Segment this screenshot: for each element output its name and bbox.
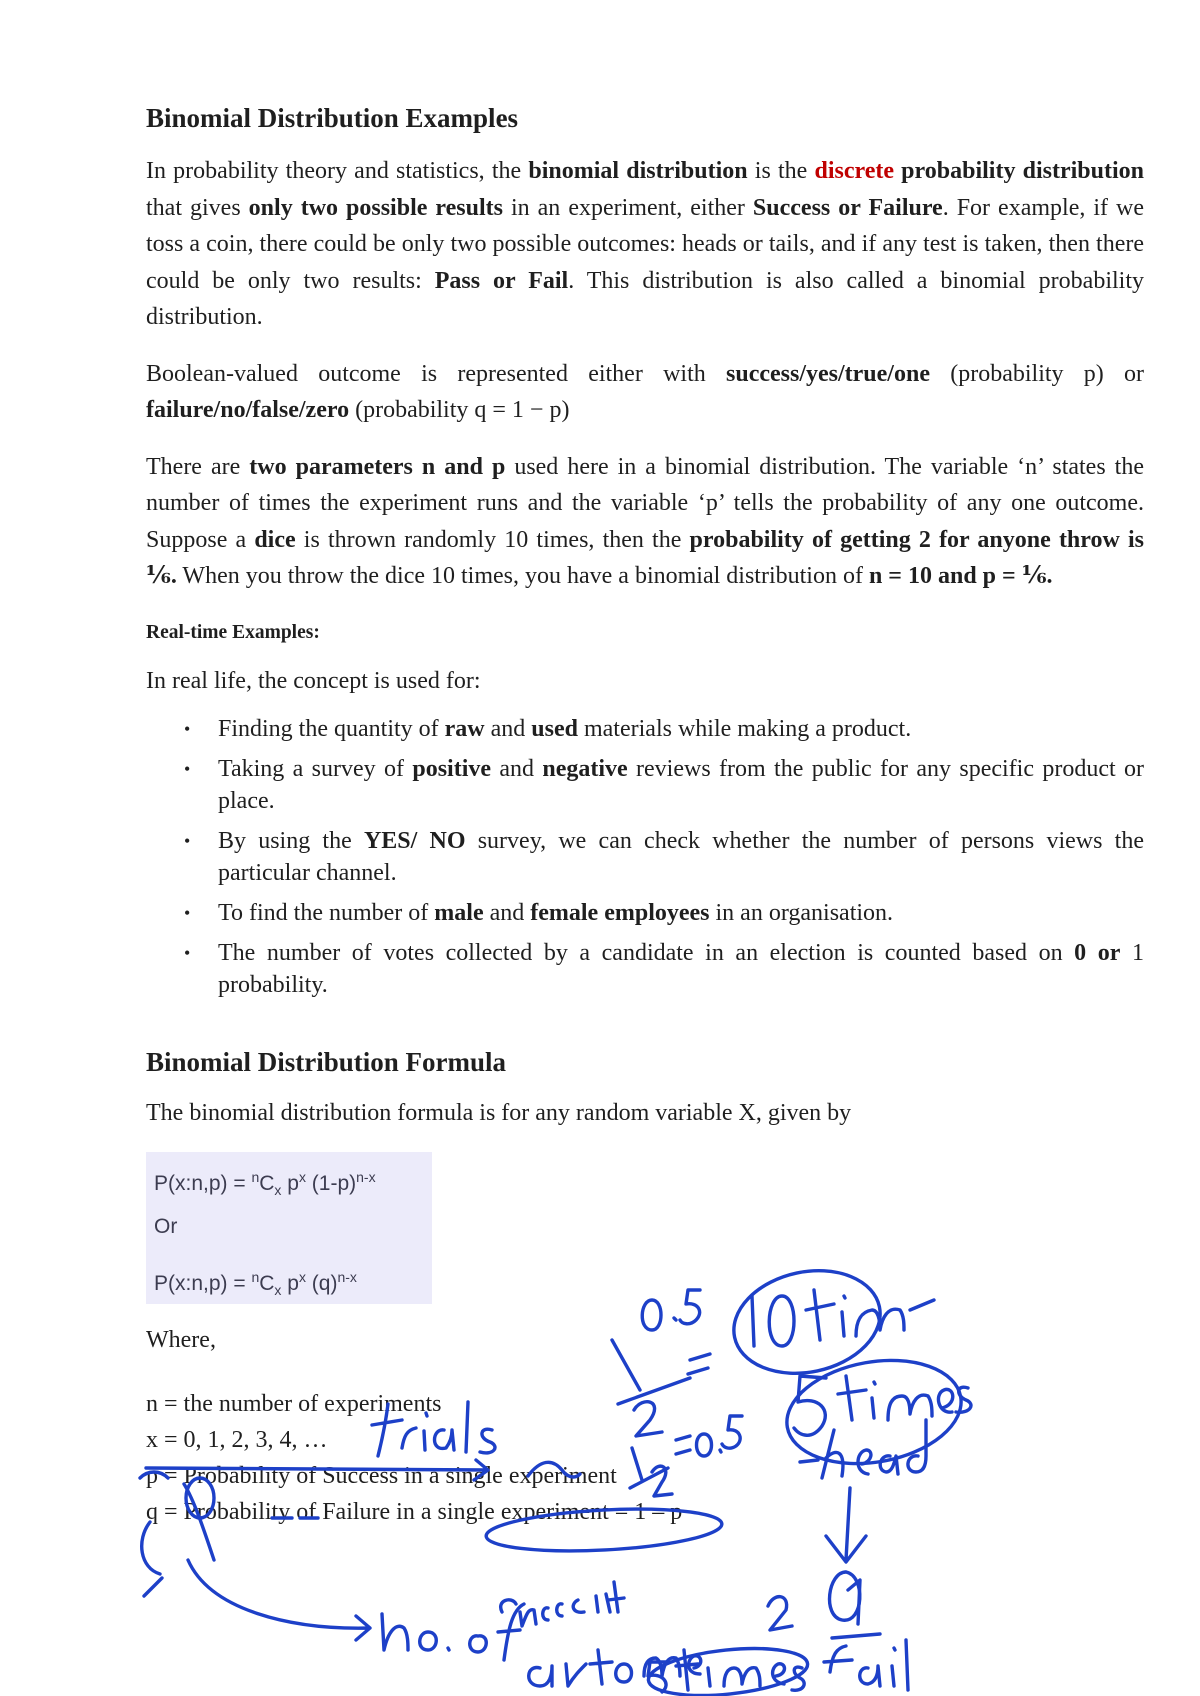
definition-n: n = the number of experiments <box>146 1391 442 1417</box>
variable-definitions <box>146 1386 1144 1530</box>
list-item: • The number of votes collected by a candidate in an election is counted based on 0 or 1 probability. <box>146 937 1144 1001</box>
list-item: • To find the number of male and female employees in an organisation. <box>146 897 1144 929</box>
definition-p: p = Probability of Success in a single experiment <box>146 1463 617 1489</box>
formula-intro: The binomial distribution formula is for any random variable X, given by <box>146 1100 852 1126</box>
ink-two <box>768 1597 792 1630</box>
section-title-formula: Binomial Distribution Formula <box>146 1047 507 1077</box>
ink-one <box>848 1580 860 1624</box>
boolean-paragraph: Boolean-valued outcome is represented either with success/yes/true/one (probability p) or failure/no/false/zero (probability q = 1 − p) <box>146 360 1145 423</box>
realtime-heading: Real-time Examples: <box>146 621 320 643</box>
where-label: Where, <box>146 1326 216 1353</box>
formula-line-2: P(x:n,p) = $^nC_x$ $p^x$ $(q)^{n-x}$ <box>154 1268 357 1298</box>
bullet-icon: • <box>184 943 191 963</box>
ink-circle-5-times-bottom <box>646 1642 810 1696</box>
definition-q: q = Probability of Failure in a single experiment = 1 – p <box>146 1499 683 1525</box>
bullet-icon: • <box>184 903 191 923</box>
ink-p-slash <box>144 1578 162 1596</box>
bullet-icon: • <box>184 759 191 779</box>
formula-or: Or <box>154 1214 178 1238</box>
highlight-discrete: discrete <box>814 158 894 184</box>
ink-tail <box>824 1640 908 1690</box>
bullet-icon: • <box>184 719 191 739</box>
ink-long-arrow <box>188 1560 370 1640</box>
ink-zero <box>830 1572 860 1620</box>
ink-successful <box>501 1582 624 1626</box>
examples-list <box>146 713 1144 1001</box>
ink-5-times-bottom <box>648 1650 804 1692</box>
list-item: • Taking a survey of positive and negative reviews from the public for any specific product or place. <box>146 753 1144 817</box>
document-content <box>146 95 1144 1530</box>
list-item: • Finding the quantity of raw and used materials while making a product. <box>146 713 1144 745</box>
intro-paragraph: In probability theory and statistics, the binomial distribution is the discrete probability distribution that gives only two possible results in an experiment, either Success or Failure. For example, if we toss a coin, there could be only two possible outcomes: heads or tails, and if any test is taken, then there could be only two results: Pass or Fail. This distribution is also called a binomial probability distribution. <box>146 158 1145 330</box>
ink-outcome <box>529 1650 701 1686</box>
formula-box <box>146 1152 432 1304</box>
ink-no-of <box>382 1604 524 1660</box>
formula-line-1: P(x:n,p) = $^nC_x$ $p^x$ $(1-p)^{n-x}$ <box>154 1168 376 1198</box>
list-item: • By using the YES/ NO survey, we can check whether the number of persons views the particular channel. <box>146 825 1144 889</box>
parameters-paragraph: There are two parameters n and p used here in a binomial distribution. The variable ‘n’ states the number of times the experiment runs and the variable ‘p’ tells the probability of any one outcome. Suppose a dice is thrown randomly 10 times, then the probability of getting 2 for anyone throw is ⅙. When you throw the dice 10 times, you have a binomial distribution of n = 10 and p = ⅙. <box>146 453 1144 589</box>
ink-fraction-bar <box>832 1634 880 1638</box>
definition-x: x = 0, 1, 2, 3, 4, … <box>146 1427 328 1453</box>
section-title-examples: Binomial Distribution Examples <box>146 103 519 133</box>
realtime-intro: In real life, the concept is used for: <box>146 667 481 694</box>
bullet-icon: • <box>184 831 191 851</box>
